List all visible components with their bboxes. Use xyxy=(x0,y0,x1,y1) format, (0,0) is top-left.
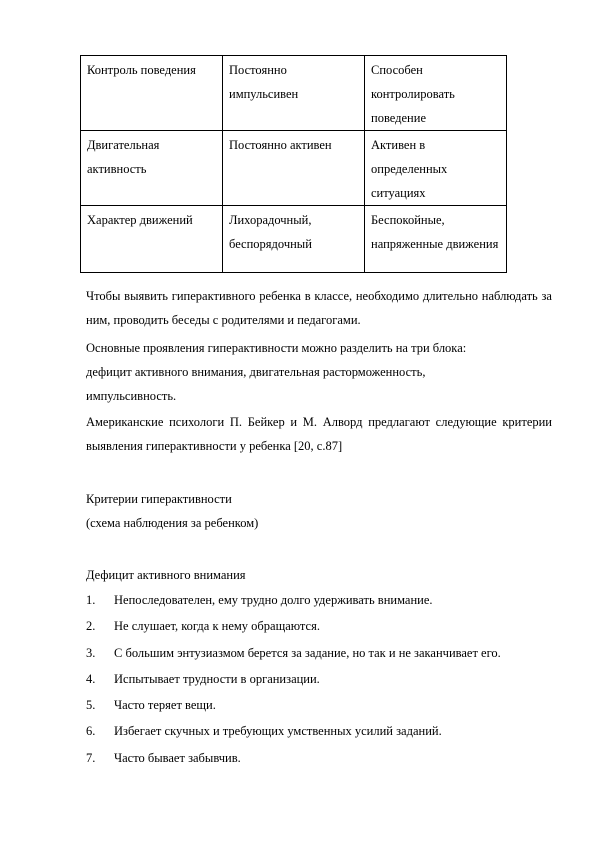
list-item-text: Непоследователен, ему трудно долго удерживать внимание. xyxy=(114,593,433,607)
cell-text: Постоянно импульсивен xyxy=(229,63,299,101)
list-item-number: 2. xyxy=(86,619,96,634)
list-item xyxy=(86,667,552,693)
table-row xyxy=(81,206,507,273)
list-item-text: Часто бывает забывчив. xyxy=(114,750,241,765)
table-cell xyxy=(223,206,365,273)
cell-text: Способен контролировать поведение xyxy=(371,63,455,125)
table-cell xyxy=(81,131,223,206)
criteria-list xyxy=(86,588,552,772)
criteria-table xyxy=(80,55,507,273)
cell-text: Беспокойные, напряженные движения xyxy=(371,213,499,251)
list-item xyxy=(86,693,552,719)
paragraph-psychologists: Американские психологи П. Бейкер и М. Алворд предлагают следующие критерии выявления гиперактивности у ребенка [20, с.87] xyxy=(86,415,552,453)
list-item-number: 7. xyxy=(86,750,96,765)
table-cell xyxy=(223,131,365,206)
paragraph-blocks-line3: импульсивность. xyxy=(86,389,177,403)
list-item-text: Испытывает трудности в организации. xyxy=(114,671,320,686)
table-cell xyxy=(223,56,365,131)
list-item-number: 6. xyxy=(86,724,96,739)
subsection-title: Дефицит активного внимания xyxy=(86,568,246,582)
list-item-text: Избегает скучных и требующих умственных усилий заданий. xyxy=(114,724,442,739)
table-row xyxy=(81,131,507,206)
cell-text: Активен в определенных ситуациях xyxy=(371,138,448,200)
cell-text: Двигательная активность xyxy=(87,138,160,176)
list-item xyxy=(86,588,552,614)
list-item xyxy=(86,614,552,640)
list-item-text: Часто теряет вещи. xyxy=(114,698,216,713)
table-cell xyxy=(365,56,507,131)
cell-text: Контроль поведения xyxy=(87,63,196,77)
list-item-text: Не слушает, когда к нему обращаются. xyxy=(114,619,320,634)
table-cell xyxy=(365,206,507,273)
paragraph-identify: Чтобы выявить гиперактивного ребенка в классе, необходимо длительно наблюдать за ним, проводить беседы с родителями и педагогами. xyxy=(86,289,552,327)
list-item-number: 1. xyxy=(86,593,96,607)
list-item-number: 3. xyxy=(86,645,96,660)
cell-text: Постоянно активен xyxy=(229,138,332,152)
list-item-number: 4. xyxy=(86,671,96,686)
cell-text: Лихорадочный, беспорядочный xyxy=(229,213,312,251)
list-item xyxy=(86,719,552,745)
section-heading: Критерии гиперактивности xyxy=(86,492,232,506)
list-item xyxy=(86,746,552,772)
list-item xyxy=(86,641,552,667)
paragraph-blocks-line2: дефицит активного внимания, двигательная расторможенность, xyxy=(86,365,426,379)
list-item-number: 5. xyxy=(86,698,96,713)
cell-text: Характер движений xyxy=(87,213,193,227)
table-cell xyxy=(81,206,223,273)
table-row xyxy=(81,56,507,131)
paragraph-blocks-line1: Основные проявления гиперактивности можно разделить на три блока: xyxy=(86,341,467,355)
section-subheading: (схема наблюдения за ребенком) xyxy=(86,516,259,530)
list-item-text: С большим энтузиазмом берется за задание, но так и не заканчивает его. xyxy=(114,645,501,660)
table-cell xyxy=(365,131,507,206)
table-cell xyxy=(81,56,223,131)
